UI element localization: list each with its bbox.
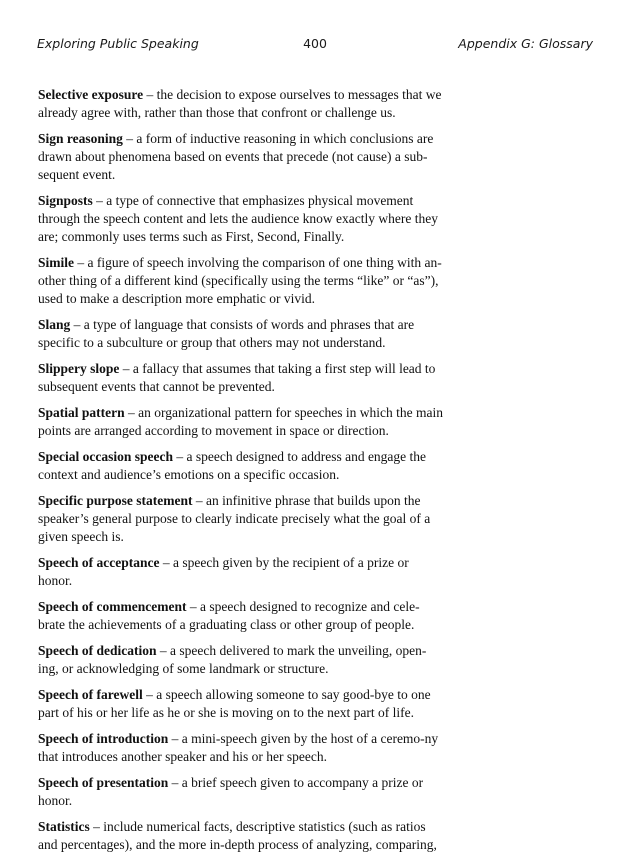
glossary-definition: – a speech delivered to mark the unveiling, open-ing, or acknowledging of some landmark or structure. — [38, 643, 427, 676]
glossary-definition: – a type of connective that emphasizes physical movement through the speech content and lets the audience know exactly where they are; commonly uses terms such as First, Second, Finally. — [38, 193, 438, 244]
glossary-term: Statistics — [38, 819, 90, 834]
glossary-entry — [38, 130, 446, 184]
glossary-term: Speech of farewell — [38, 687, 143, 702]
glossary-term: Speech of introduction — [38, 731, 169, 746]
glossary-entry — [38, 642, 446, 678]
page-number: 400 — [303, 36, 327, 51]
glossary-term: Speech of commencement — [38, 599, 187, 614]
glossary-definition: – a speech designed to recognize and cele-brate the achievements of a graduating class or other group of people. — [38, 599, 420, 632]
glossary-definition: – a speech allowing someone to say good-bye to one part of his or her life as he or she is moving on to the next part of life. — [38, 687, 431, 720]
glossary-entry — [38, 818, 446, 854]
glossary-term: Signposts — [38, 193, 93, 208]
glossary-definition: – an infinitive phrase that builds upon the speaker’s general purpose to clearly indicate precisely what the goal of a given speech is. — [38, 493, 431, 544]
glossary-definition: – a brief speech given to accompany a prize or honor. — [38, 775, 424, 808]
glossary-entry — [38, 554, 446, 590]
glossary-entry — [38, 360, 446, 396]
glossary-term: Sign reasoning — [38, 131, 123, 146]
glossary-term: Spatial pattern — [38, 405, 125, 420]
glossary-entry — [38, 86, 446, 122]
glossary-entry — [38, 404, 446, 440]
glossary-entry — [38, 598, 446, 634]
glossary-term: Speech of dedication — [38, 643, 157, 658]
glossary-definition: – include numerical facts, descriptive statistics (such as ratios and percentages), and the more in-depth process of analyzing, comparing, — [38, 819, 437, 852]
glossary-entry — [38, 730, 446, 766]
glossary-term: Simile — [38, 255, 74, 270]
glossary-definition: – a type of language that consists of words and phrases that are specific to a subculture or group that others may not understand. — [38, 317, 415, 350]
glossary-definition: – a figure of speech involving the comparison of one thing with an-other thing of a different kind (specifically using the terms “like” or “as”), used to make a description more emphatic or vivid. — [38, 255, 442, 306]
section-title: Appendix G: Glossary — [458, 36, 593, 51]
glossary-entry — [38, 192, 446, 246]
glossary-term: Special occasion speech — [38, 449, 173, 464]
glossary-term: Slang — [38, 317, 71, 332]
glossary-definition: – an organizational pattern for speeches in which the main points are arranged according to movement in space or direction. — [38, 405, 444, 438]
book-title: Exploring Public Speaking — [37, 36, 199, 51]
glossary-term: Specific purpose statement — [38, 493, 193, 508]
glossary-entry — [38, 316, 446, 352]
glossary-definition: – a fallacy that assumes that taking a first step will lead to subsequent events that cannot be prevented. — [38, 361, 436, 394]
glossary-term: Speech of acceptance — [38, 555, 160, 570]
glossary-definition: – the decision to expose ourselves to messages that we already agree with, rather than those that confront or challenge us. — [38, 87, 442, 120]
glossary-entry — [38, 774, 446, 810]
glossary-entry — [38, 448, 446, 484]
glossary-entry — [38, 492, 446, 546]
glossary-term: Speech of presentation — [38, 775, 169, 790]
glossary-list — [38, 86, 446, 862]
glossary-entry — [38, 686, 446, 722]
glossary-definition: – a speech given by the recipient of a prize or honor. — [38, 555, 409, 588]
glossary-entry — [38, 254, 446, 308]
glossary-definition: – a mini-speech given by the host of a ceremo-ny that introduces another speaker and his or her speech. — [38, 731, 439, 764]
running-header — [37, 36, 593, 54]
glossary-definition: – a speech designed to address and engage the context and audience’s emotions on a specific occasion. — [38, 449, 427, 482]
glossary-term: Slippery slope — [38, 361, 120, 376]
glossary-term: Selective exposure — [38, 87, 144, 102]
glossary-definition: – a form of inductive reasoning in which conclusions are drawn about phenomena based on events that precede (not cause) a sub-sequent event. — [38, 131, 434, 182]
